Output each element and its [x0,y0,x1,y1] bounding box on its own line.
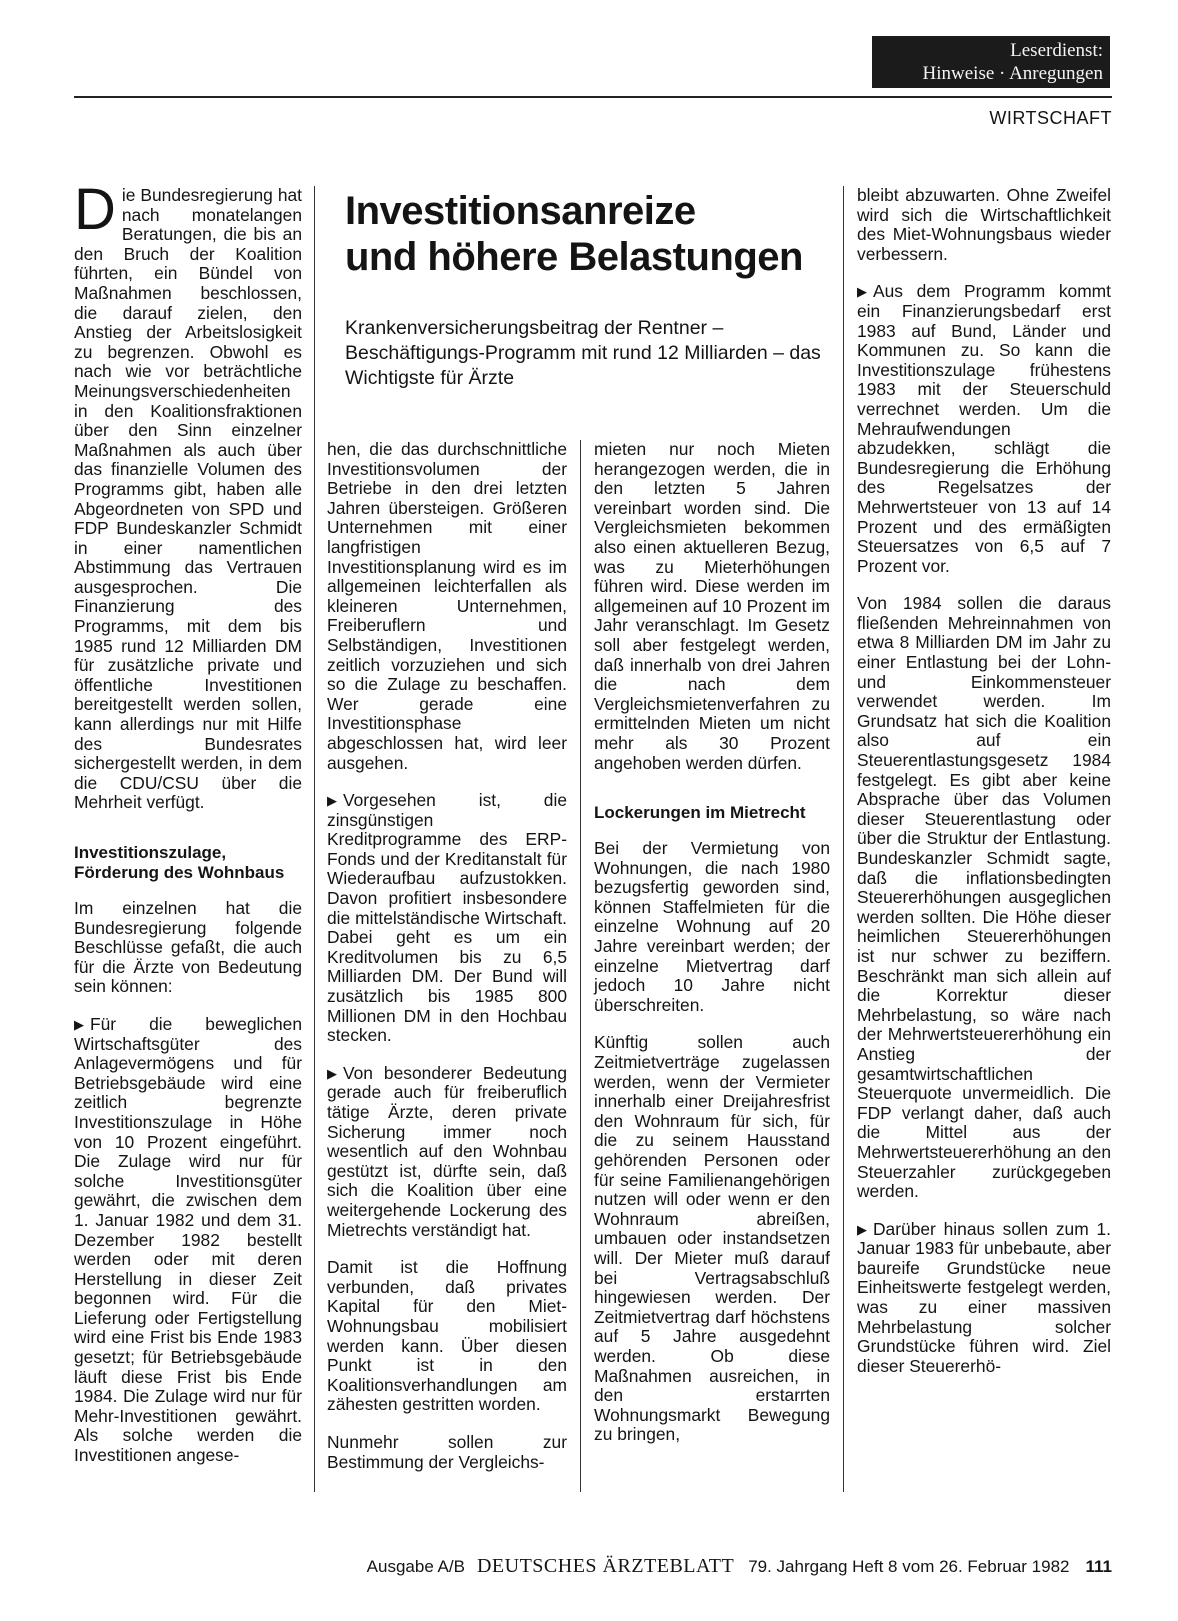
paragraph: Künftig sollen auch Zeitmietverträge zugelassen werden, wenn der Vermieter innerhalb einer Dreijahresfrist den Wohnraum für sich, für die zu seinem Hausstand gehörenden Personen oder für seine Familienangehörigen nutzen will oder wenn er den Wohnraum abreißen, umbauen oder instandsetzen will. Der Mieter muß darauf bei Vertragsabschluß hingewiesen werden. Der Zeitmietvertrag darf höchstens auf 5 Jahre ausgedehnt werden. Ob diese Maßnahmen ausreichen, in den erstarrten Wohnungsmarkt Bewegung zu bringen, [594,1032,830,1445]
triangle-bullet-icon: ▶ [857,284,867,300]
page-number: 111 [1085,1557,1112,1576]
article-column-4 [857,186,1111,1394]
article-headline: Investitionsanreize und höhere Belastungen [345,189,803,279]
article-column-1 [74,177,302,1484]
triangle-bullet-icon: ▶ [857,1221,867,1237]
magazine-name: DEUTSCHES ÄRZTEBLATT [476,1555,735,1577]
paragraph: Bei der Vermietung von Wohnungen, die nach 1980 bezugsfertig geworden sind, können Staffelmieten für die einzelne Wohnung auf 20 Jahre vereinbart werden; der einzelne Mietvertrag darf jedoch 10 Jahre nicht überschreiten. [594,838,830,1015]
reader-service-sublabel: Hinweise · Anregungen [922,63,1103,84]
paragraph: Im einzelnen hat die Bundesregierung folgende Beschlüsse gefaßt, die auch für die Ärzte von Bedeutung sein können: [74,898,302,997]
triangle-bullet-icon: ▶ [327,793,337,809]
paragraph: Damit ist die Hoffnung verbunden, daß privates Kapital für den Miet-Wohnungsbau mobilisiert werden kann. Über diesen Punkt ist in den Koalitionsverhandlungen am zähesten gestritten worden. [327,1257,567,1415]
triangle-bullet-icon: ▶ [74,1016,84,1032]
column-divider [843,186,844,1492]
article-subtitle: Krankenversicherungsbeitrag der Rentner – Beschäftigungs-Programm mit rund 12 Milliarden – das Wichtigste für Ärzte [345,317,821,389]
article-column-2 [327,440,567,1490]
article-column-3 [594,440,830,1463]
bullet-paragraph: ▶ Aus dem Programm kommt ein Finanzierungsbedarf erst 1983 auf Bund, Länder und Kommunen zu. So kann die Investitionszulage frühestens 1983 mit der Steuerschuld verrechnet werden. Um die Mehraufwendungen abzudekken, schlägt die Bundesregierung die Erhöhung des Regelsatzes der Mehrwertsteuer von 13 auf 14 Prozent und des ermäßigten Steuersatzes von 6,5 auf 7 Prozent vor. [857,281,1111,576]
page-footer [260,1555,1112,1578]
subheading-investitionszulage: Investitionszulage, Förderung des Wohnbaus [74,843,285,882]
column-divider [580,440,581,1492]
bullet-paragraph: ▶ Vorgesehen ist, die zinsgünstigen Kreditprogramme des ERP-Fonds und der Kreditanstalt für Wiederaufbau aufzustokken. Davon profitiert insbesondere die mittelständische Wirtschaft. Dabei geht es um ein Kreditvolumen bis zu 6,5 Milliarden DM. Der Bund will zusätzlich bis 1985 800 Millionen DM in den Hochbau stecken. [327,790,567,1046]
paragraph: mieten nur noch Mieten herangezogen werden, die in den letzten 5 Jahren vereinbart worden sind. Die Vergleichsmieten bekommen also einen aktuelleren Bezug, was zu Mieterhöhungen führen wird. Diese werden im allgemeinen auf 10 Prozent im Jahr veranschlagt. Im Gesetz soll aber festgelegt werden, daß innerhalb von drei Jahren die nach dem Vergleichsmietenverfahren zu ermittelnden Mieten um nicht mehr als 30 Prozent angehoben werden dürfen. [594,439,830,773]
issue-info: 79. Jahrgang Heft 8 vom 26. Februar 1982 [748,1557,1070,1576]
bullet-paragraph: ▶ Von besonderer Bedeutung gerade auch für freiberuflich tätige Ärzte, deren private Sicherung immer noch wesentlich auf den Wohnbau gestützt ist, dürfte sein, daß sich die Koalition über eine weitergehende Lockerung des Mietrechts verständigt hat. [327,1062,567,1240]
drop-cap: D [74,177,116,242]
paragraph: Von 1984 sollen die daraus fließenden Mehreinnahmen von etwa 8 Milliarden DM im Jahr zu einer Entlastung bei der Lohn- und Einkommensteuer verwendet werden. Im Grundsatz hat sich die Koalition also auf ein Steuerentlastungsgesetz 1984 festgelegt. Es gibt aber keine Absprache über das Volumen dieser Steuerentlastung oder über die Struktur der Entlastung. Bundeskanzler Schmidt sagte, daß die inflationsbedingten Steuererhöhungen ausgeglichen werden sollten. Die Höhe dieser heimlichen Steuererhöhungen ist nur schwer zu beziffern. Beschränkt man sich allein auf die Korrektur dieser Mehrbelastung, so wäre nach der Mehrwertsteuererhöhung ein Anstieg der gesamtwirtschaftlichen Steuerquote unvermeidlich. Die FDP verlangt daher, daß auch die Mittel aus der Mehrwertsteuererhöhung an den Steuerzahler zurückgegeben werden. [857,593,1111,1202]
column-divider [314,186,315,1492]
reader-service-box [872,36,1110,88]
header-rule [74,96,1112,98]
triangle-bullet-icon: ▶ [327,1065,337,1081]
reader-service-label: Leserdienst: [1010,40,1103,61]
edition-label: Ausgabe A/B [366,1557,465,1576]
paragraph: Nunmehr sollen zur Bestimmung der Vergleichs- [327,1431,567,1472]
subheading-lockerungen: Lockerungen im Mietrecht [594,803,806,823]
paragraph: bleibt abzuwarten. Ohne Zweifel wird sich die Wirtschaftlichkeit des Miet-Wohnungsbaus wieder verbessern. [857,185,1111,264]
paragraph: hen, die das durchschnittliche Investitionsvolumen der Betriebe in den drei letzten Jahren übersteigen. Größeren Unternehmen mit einer langfristigen Investitionsplanung wird es im allgemeinen leichterfallen als kleineren Unternehmen, Freiberuflern und Selbständigen, Investitionen zeitlich vorzuziehen und sich so die Zulage zu beschaffen. Wer gerade eine Investitionsphase abgeschlossen hat, wird leer ausgehen. [327,439,567,773]
intro-paragraph: Die Bundesregierung hat nach monatelangen Beratungen, die bis an den Bruch der Koalition führten, ein Bündel von Maßnahmen beschlossen, die darauf zielen, den Anstieg der Arbeitslosigkeit zu begrenzen. Obwohl es nach wie vor beträchtliche Meinungsverschiedenheiten in den Koalitionsfraktionen über den Sinn einzelner Maßnahmen als auch über das finanzielle Volumen des Programms gibt, haben alle Abgeordneten von SPD und FDP Bundeskanzler Schmidt in einer namentlichen Abstimmung das Vertrauen ausgesprochen. Die Finanzierung des Programms, mit dem bis 1985 rund 12 Milliarden DM für zusätzliche private und öffentliche Investitionen bereitgestellt werden sollen, kann allerdings nur mit Hilfe des Bundesrates sichergestellt werden, in dem die CDU/CSU über die Mehrheit verfügt. [74,177,302,813]
bullet-paragraph: ▶ Darüber hinaus sollen zum 1. Januar 1983 für unbebaute, aber baureife Grundstücke neue Einheitswerte festgelegt werden, was zu einer massiven Mehrbelastung solcher Grundstücke führen wird. Ziel dieser Steuererhö- [857,1218,1111,1376]
bullet-paragraph: ▶ Für die beweglichen Wirtschaftsgüter des Anlagevermögens und für Betriebsgebäude wird eine zeitlich begrenzte Investitionszulage in Höhe von 10 Prozent eingeführt. Die Zulage wird nur für solche Investitionsgüter gewährt, die zwischen dem 1. Januar 1982 und dem 31. Dezember 1982 bestellt werden oder mit deren Herstellung in dieser Zeit begonnen wird. Für die Lieferung oder Fertigstellung wird eine Frist bis Ende 1983 gesetzt; für Betriebsgebäude läuft diese Frist bis Ende 1984. Die Zulage wird nur für Mehr-Investitionen gewährt. Als solche werden die Investitionen angese- [74,1013,302,1466]
section-label: WIRTSCHAFT [989,108,1112,128]
